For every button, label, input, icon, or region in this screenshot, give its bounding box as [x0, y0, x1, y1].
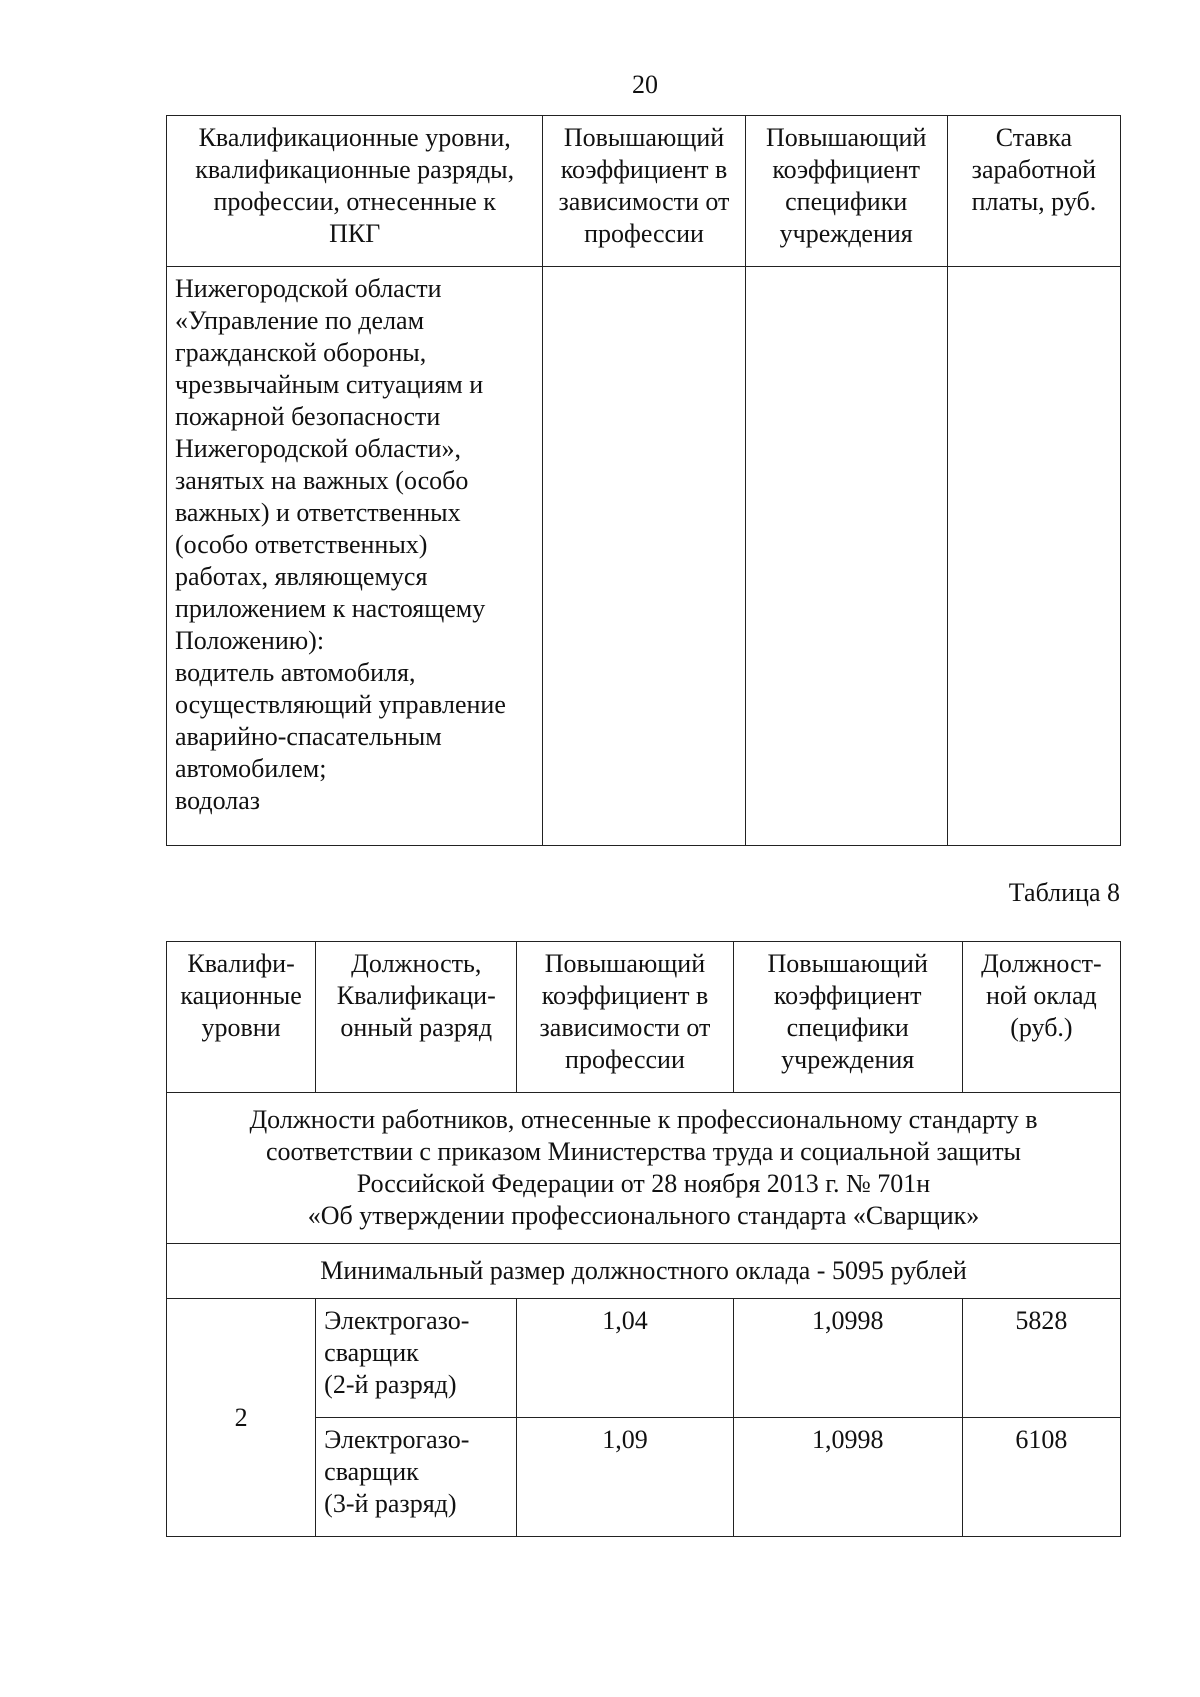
header-cell-coef-institution: Повышающий коэффициент специфики учреждения [745, 116, 947, 267]
coef-profession-cell: 1,04 [517, 1299, 733, 1418]
header-cell-levels: Квалификационные уровни, квалификационные разряды, профессии, отнесенные к ПКГ [167, 116, 543, 267]
page-number: 20 [632, 70, 658, 99]
table-row [167, 267, 1121, 846]
coef-profession-cell: 1,09 [517, 1418, 733, 1537]
table-8 [166, 941, 1121, 1537]
min-salary-row [167, 1244, 1121, 1299]
empty-cell [543, 267, 745, 846]
header-cell-rate: Ставка заработной платы, руб. [947, 116, 1120, 267]
position-cell: Электрогазо- сварщик (3-й разряд) [316, 1418, 517, 1537]
coef-institution-cell: 1,0998 [733, 1418, 962, 1537]
position-cell: Электрогазо- сварщик (2-й разряд) [316, 1299, 517, 1418]
table-header-row [167, 942, 1121, 1093]
header-cell-salary: Должност- ной оклад (руб.) [962, 942, 1120, 1093]
salary-cell: 6108 [962, 1418, 1120, 1537]
header-cell-coef-profession: Повышающий коэффициент в зависимости от профессии [543, 116, 745, 267]
header-cell-level: Квалифи- кационные уровни [167, 942, 316, 1093]
min-salary-cell: Минимальный размер должностного оклада - 5095 рублей [167, 1244, 1121, 1299]
section-row [167, 1093, 1121, 1244]
table-caption: Таблица 8 [1008, 878, 1120, 907]
salary-cell: 5828 [962, 1299, 1120, 1418]
level-cell: 2 [167, 1299, 316, 1537]
header-cell-coef-institution: Повышающий коэффициент специфики учреждения [733, 942, 962, 1093]
profession-description-cell: Нижегородской области «Управление по делам гражданской обороны, чрезвычайным ситуациям и пожарной безопасности Нижегородской области», занятых на важных (особо важных) и ответственных (особо ответственных) работах, являющемуся приложением к настоящему Положению): водитель автомобиля, осуществляющий управление аварийно-спасательным автомобилем; водолаз [167, 267, 543, 846]
table-continued [166, 115, 1121, 846]
section-title-cell: Должности работников, отнесенные к профессиональному стандарту в соответствии с приказом Министерства труда и социальной защиты Российской Федерации от 28 ноября 2013 г. № 701н «Об утверждении профессионального стандарта «Сварщик» [167, 1093, 1121, 1244]
coef-institution-cell: 1,0998 [733, 1299, 962, 1418]
header-cell-position: Должность, Квалификаци- онный разряд [316, 942, 517, 1093]
table-header-row [167, 116, 1121, 267]
header-cell-coef-profession: Повышающий коэффициент в зависимости от профессии [517, 942, 733, 1093]
empty-cell [947, 267, 1120, 846]
empty-cell [745, 267, 947, 846]
table-row [167, 1299, 1121, 1418]
